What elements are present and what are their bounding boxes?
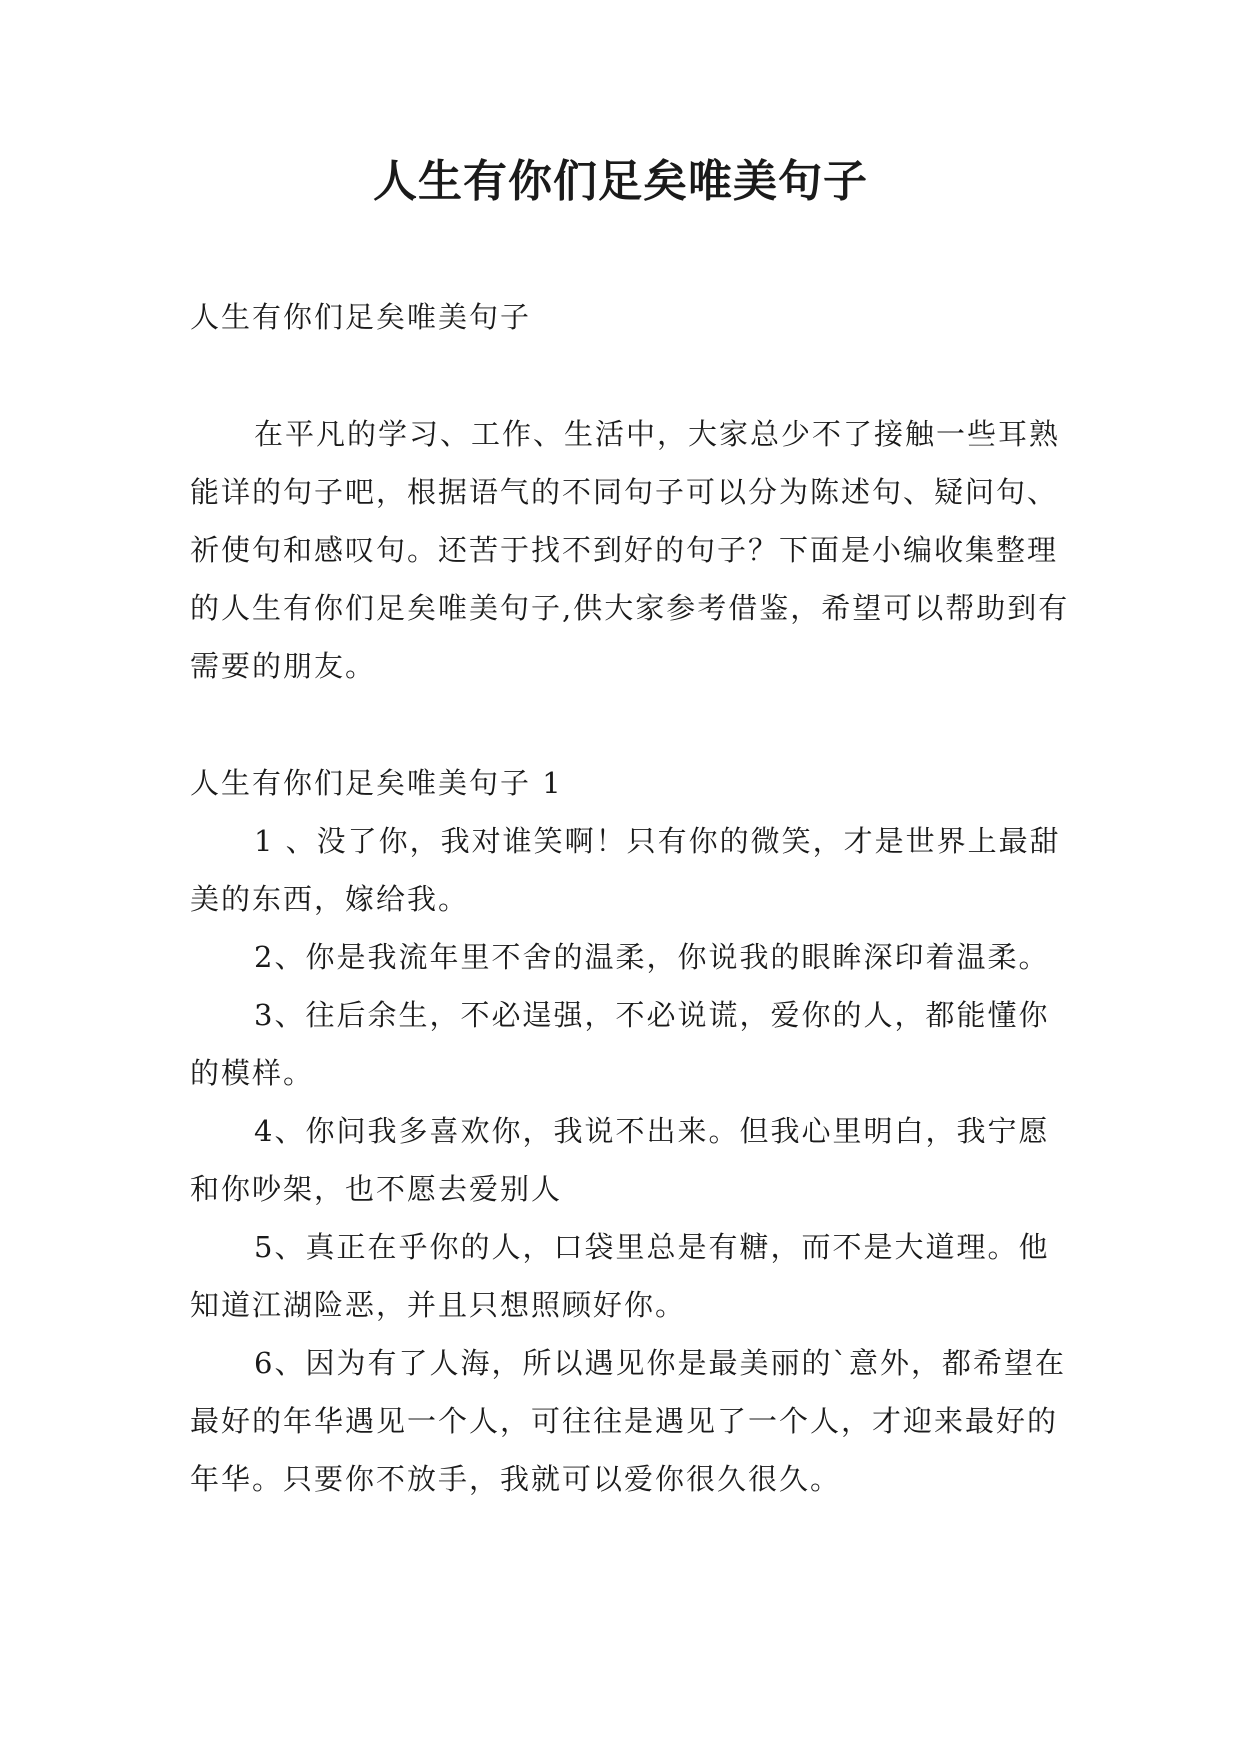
sentence-item-4: 4、你问我多喜欢你，我说不出来。但我心里明白，我宁愿和你吵架，也不愿去爱别人: [190, 1114, 1050, 1206]
sentence-item-3: 3、往后余生，不必逞强，不必说谎，爱你的人，都能懂你的模样。: [190, 998, 1050, 1090]
intro-paragraph: 在平凡的学习、工作、生活中，大家总少不了接触一些耳熟能详的句子吧，根据语气的不同句子可以分为陈述句、疑问句、祈使句和感叹句。还苦于找不到好的句子？下面是小编收集整理的人生有你们足矣唯美句子,供大家参考借鉴，希望可以帮助到有需要的朋友。: [190, 417, 1070, 683]
document-title: 人生有你们足矣唯美句子: [373, 156, 868, 207]
sentence-item-1: 1 、没了你，我对谁笑啊！只有你的微笑，才是世界上最甜美的东西，嫁给我。: [190, 824, 1061, 916]
section-heading: 人生有你们足矣唯美句子 1: [190, 766, 563, 800]
document-subtitle: 人生有你们足矣唯美句子: [190, 300, 532, 334]
sentence-item-2: 2、你是我流年里不舍的温柔，你说我的眼眸深印着温柔。: [254, 940, 1050, 974]
sentence-item-5: 5、真正在乎你的人，口袋里总是有糖，而不是大道理。他知道江湖险恶，并且只想照顾好你。: [190, 1230, 1050, 1322]
sentence-item-6: 6、因为有了人海，所以遇见你是最美丽的`意外，都希望在最好的年华遇见一个人，可往往是遇见了一个人，才迎来最好的年华。只要你不放手，我就可以爱你很久很久。: [190, 1346, 1066, 1496]
sentence-list: [190, 812, 1070, 1508]
